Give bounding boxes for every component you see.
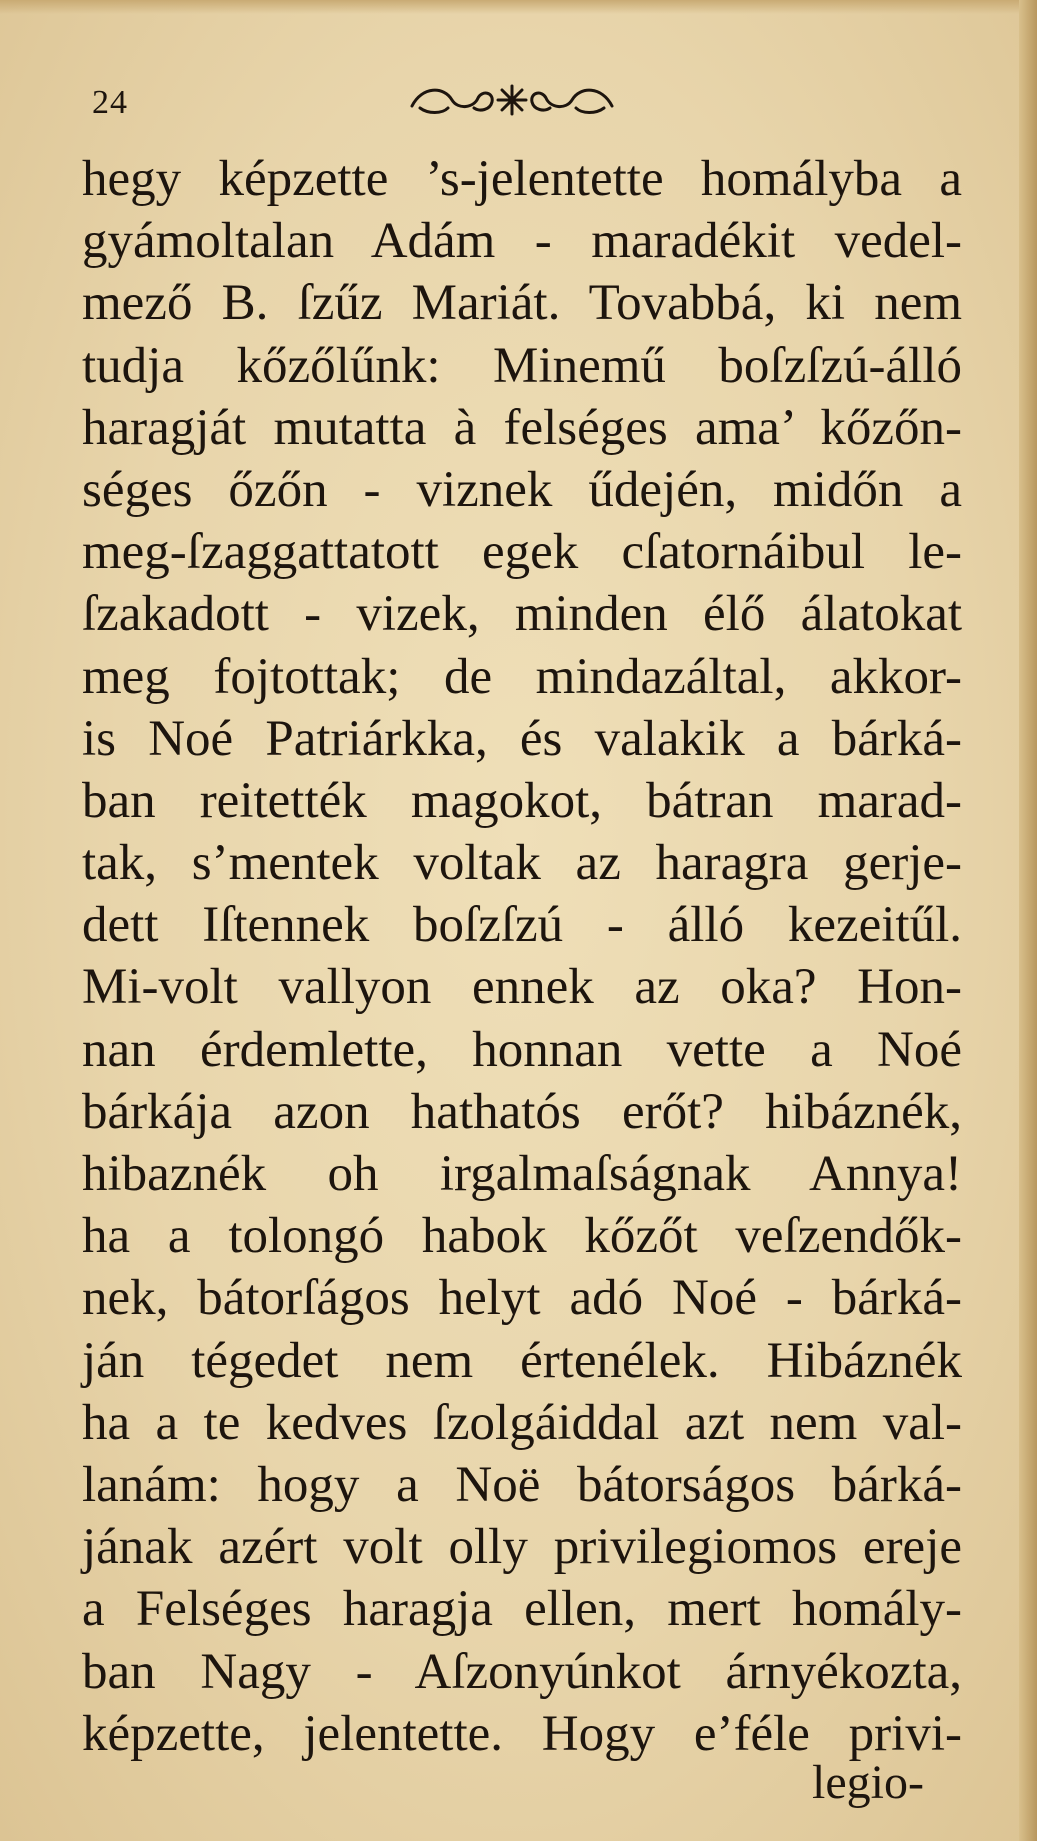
text-line: tak, s’mentek voltak az haragra gerje- — [82, 835, 962, 892]
text-line: képzette, jelentette. Hogy e’féle privi- — [82, 1705, 962, 1762]
text-line: nan érdemlette, honnan vette a Noé — [82, 1021, 962, 1078]
text-line: tudja kőzőlűnk: Minemű boſzſzú-álló — [82, 337, 962, 394]
text-line: meg fojtottak; de mindazáltal, akkor- — [82, 648, 962, 705]
text-line: ha a te kedves ſzolgáiddal azt nem val- — [82, 1394, 962, 1451]
floral-ornament-icon — [382, 78, 642, 122]
text-line: ján tégedet nem értenélek. Hibáznék — [82, 1332, 962, 1389]
text-line: hegy képzette ’s-jelentette homályba a — [82, 151, 962, 207]
text-line: hibaznék oh irgalmaſságnak Annya! — [82, 1146, 962, 1202]
text-line: meg-ſzaggattatott egek cſatornáibul le- — [82, 524, 962, 581]
page-number: 24 — [92, 84, 128, 121]
text-line: is Noé Patriárkka, és valakik a bárká- — [82, 710, 962, 767]
text-line: jának azért volt olly privilegiomos ereje — [82, 1519, 962, 1576]
body-text — [82, 148, 962, 1765]
text-line: ban reitették magokot, bátran marad- — [82, 772, 962, 829]
text-line: nek, bátorſágos helyt adó Noé - bárká- — [82, 1270, 962, 1327]
page-top-edge — [0, 0, 1037, 14]
text-line: ſzakadott - vizek, minden élő álatokat — [82, 586, 962, 643]
text-line: mező B. ſzűz Mariát. Tovabbá, ki nem — [82, 275, 962, 332]
text-line: séges őzőn - viznek űdején, midőn a — [82, 461, 962, 518]
catchword: legio- — [812, 1756, 924, 1809]
text-line: ha a tolongó habok kőzőt veſzendők- — [82, 1208, 962, 1265]
page-right-edge — [1019, 0, 1037, 1841]
text-line: gyámoltalan Adám - maradékit vedel- — [82, 213, 962, 270]
text-line: ban Nagy - Aſzonyúnkot árnyékozta, — [82, 1643, 962, 1700]
text-line: haragját mutatta à felséges ama’ kőzőn- — [82, 399, 962, 456]
text-line: dett Iſtennek boſzſzú - álló kezeitűl. — [82, 897, 962, 954]
text-line: bárkája azon hathatós erőt? hibáznék, — [82, 1083, 962, 1140]
text-line: a Felséges haragja ellen, mert homály- — [82, 1581, 962, 1638]
text-line: lanám: hogy a Noë bátorságos bárká- — [82, 1456, 962, 1513]
page-header — [92, 78, 692, 128]
text-line: Mi-volt vallyon ennek az oka? Hon- — [82, 959, 962, 1016]
